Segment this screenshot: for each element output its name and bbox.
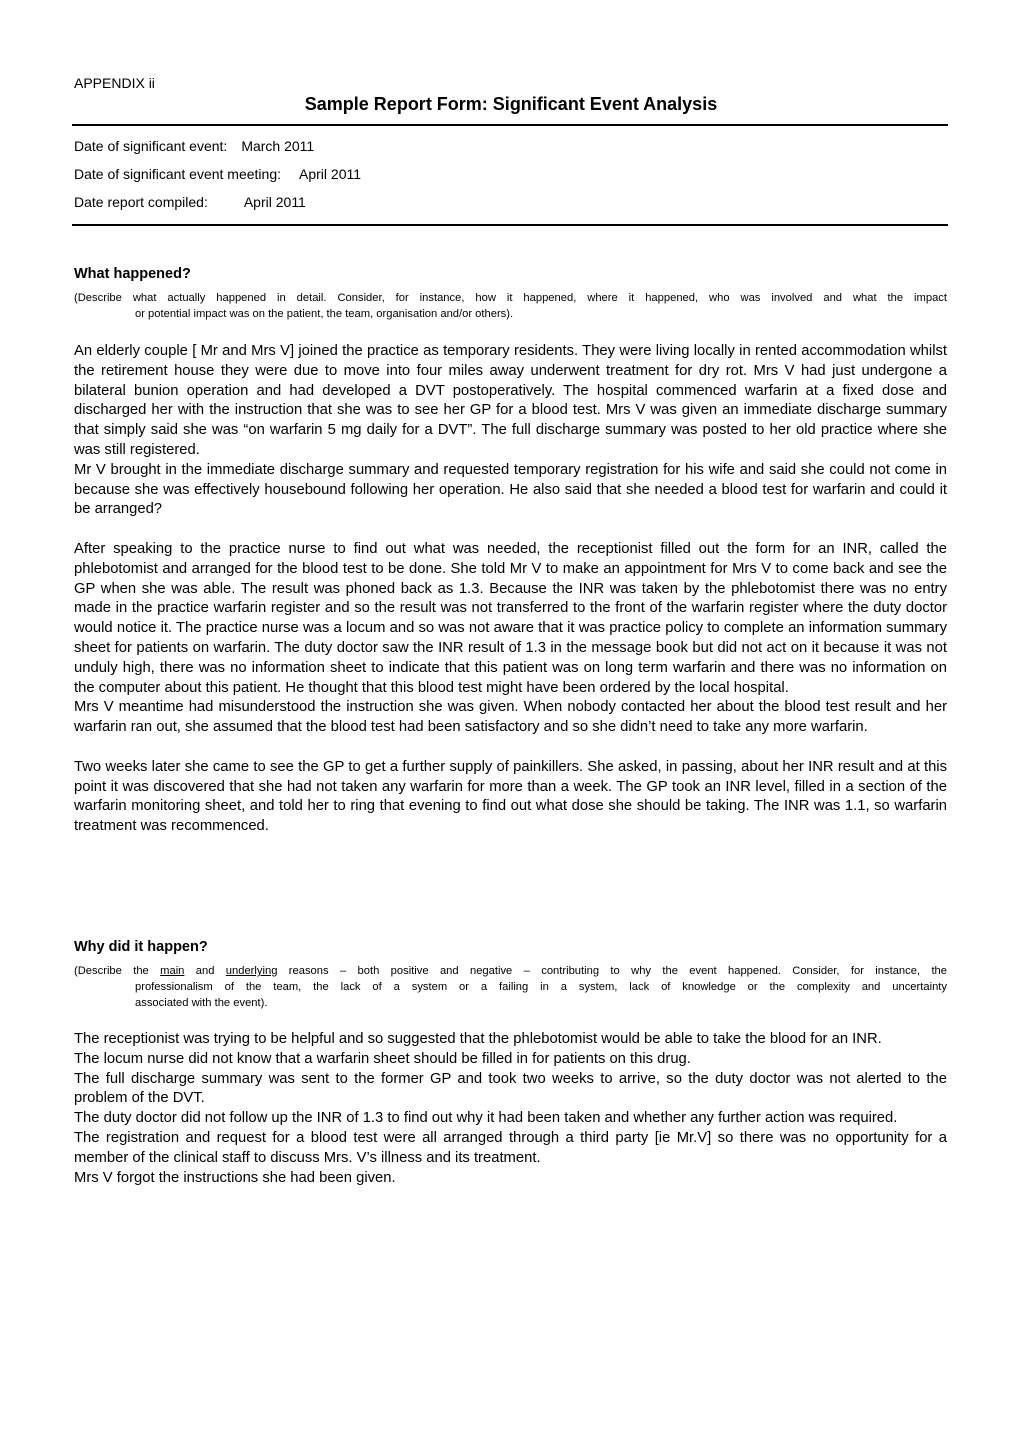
meta-compiled-date <box>74 194 306 210</box>
section-description <box>74 963 947 1011</box>
meta-label: Date report compiled: <box>74 194 208 210</box>
reason-item: The locum nurse did not know that a warfarin sheet should be filled in for patients on this drug. <box>74 1050 691 1067</box>
meta-value: March 2011 <box>241 138 315 154</box>
emphasis-underlying: underlying <box>225 965 278 977</box>
reason-item: The receptionist was trying to be helpful and so suggested that the phlebotomist would be able to take the blood for an INR. <box>74 1031 882 1047</box>
paragraph: Mr V brought in the immediate discharge summary and requested temporary registration for his wife and said she could not come in because she was effectively housebound following her operation. He also said that she needed a blood test for warfarin and could it be arranged? <box>74 461 947 518</box>
paragraph: After speaking to the practice nurse to find out what was needed, the receptionist filled out the form for an INR, called the phlebotomist and arranged for the blood test to be done. She told Mr V to make an appointment for Mrs V to come back and see the GP when she was able. The result was phoned back as 1.3. Because the INR was taken by the phlebotomist there was no entry made in the practice warfarin register and so the result was not transferred to the front of the warfarin register where the duty doctor would notice it. The practice nurse was a locum and so was not aware that it was practice policy to complete an information summary sheet for patients on warfarin. The duty doctor saw the INR result of 1.3 in the message book but did not act on it because it was not unduly high, there was no information sheet to indicate that this patient was on long term warfarin and there was no information on the computer about this patient. He thought that this blood test might have been ordered by the local hospital. <box>74 540 947 696</box>
reason-item: The duty doctor did not follow up the INR of 1.3 to find out why it had been taken and whether any further action was required. <box>74 1110 898 1127</box>
desc-line: (Describe what actually happened in detail. Consider, for instance, how it happened, where it happened, who was involved and what the impact <box>74 292 947 304</box>
top-divider <box>72 124 948 126</box>
meta-label: Date of significant event: <box>74 138 228 154</box>
desc-line: or potential impact was on the patient, the team, organisation and/or others). <box>135 308 514 320</box>
section-heading-what-happened: What happened? <box>74 266 191 282</box>
section-description <box>74 290 947 322</box>
meta-event-date <box>74 138 314 154</box>
desc-line: professionalism of the team, the lack of a system or a failing in a system, lack of knowledge or the complexity and uncertainty <box>135 981 947 993</box>
reason-item: The registration and request for a blood test were all arranged through a third party [ie Mr.V] so there was no opportunity for a member of the clinical staff to discuss Mrs. V’s illness and its treatment. <box>74 1129 947 1166</box>
meta-meeting-date <box>74 166 361 182</box>
meta-divider <box>72 224 948 226</box>
desc-line: (Describe the main and underlying reasons – both positive and negative – contributing to why the event happened. Consider, for instance, the <box>74 965 947 977</box>
appendix-label: APPENDIX ii <box>74 75 155 91</box>
report-title: Sample Report Form: Significant Event Analysis <box>304 94 718 114</box>
paragraph: Two weeks later she came to see the GP to get a further supply of painkillers. She asked, in passing, about her INR result and at this point it was discovered that she had not taken any warfarin for more than a week. The GP took an INR level, filled in a section of the warfarin monitoring sheet, and told her to ring that evening to find out what dose she should be taking. The INR was 1.1, so warfarin treatment was recommenced. <box>74 758 947 835</box>
reason-item: Mrs V forgot the instructions she had been given. <box>74 1169 396 1186</box>
reason-item: The full discharge summary was sent to the former GP and took two weeks to arrive, so the duty doctor was not alerted to the problem of the DVT. <box>74 1070 947 1107</box>
paragraph: An elderly couple [ Mr and Mrs V] joined the practice as temporary residents. They were living locally in rented accommodation whilst the retirement house they were due to move into four miles away underwent treatment for dry rot. Mrs V had just undergone a bilateral bunion operation and had developed a DVT postoperatively. The hospital commenced warfarin at a fixed dose and discharged her with the instruction that she was to see her GP for a blood test. Mrs V was given an immediate discharge summary that simply said she was “on warfarin 5 mg daily for a DVT”. The full discharge summary was posted to her old practice where she was still registered. <box>74 343 947 458</box>
meta-label: Date of significant event meeting: <box>74 166 282 182</box>
section-body-what-happened <box>74 342 947 837</box>
meta-value: April 2011 <box>243 194 306 210</box>
meta-value: April 2011 <box>299 166 362 182</box>
section-heading-why-happened: Why did it happen? <box>74 939 208 955</box>
desc-line: associated with the event). <box>135 997 268 1009</box>
section-body-why-happened <box>74 1030 947 1188</box>
paragraph: Mrs V meantime had misunderstood the instruction she was given. When nobody contacted her about the blood test result and her warfarin ran out, she assumed that the blood test had been satisfactory and so she didn’t need to take any more warfarin. <box>74 699 947 736</box>
emphasis-main: main <box>160 965 185 977</box>
